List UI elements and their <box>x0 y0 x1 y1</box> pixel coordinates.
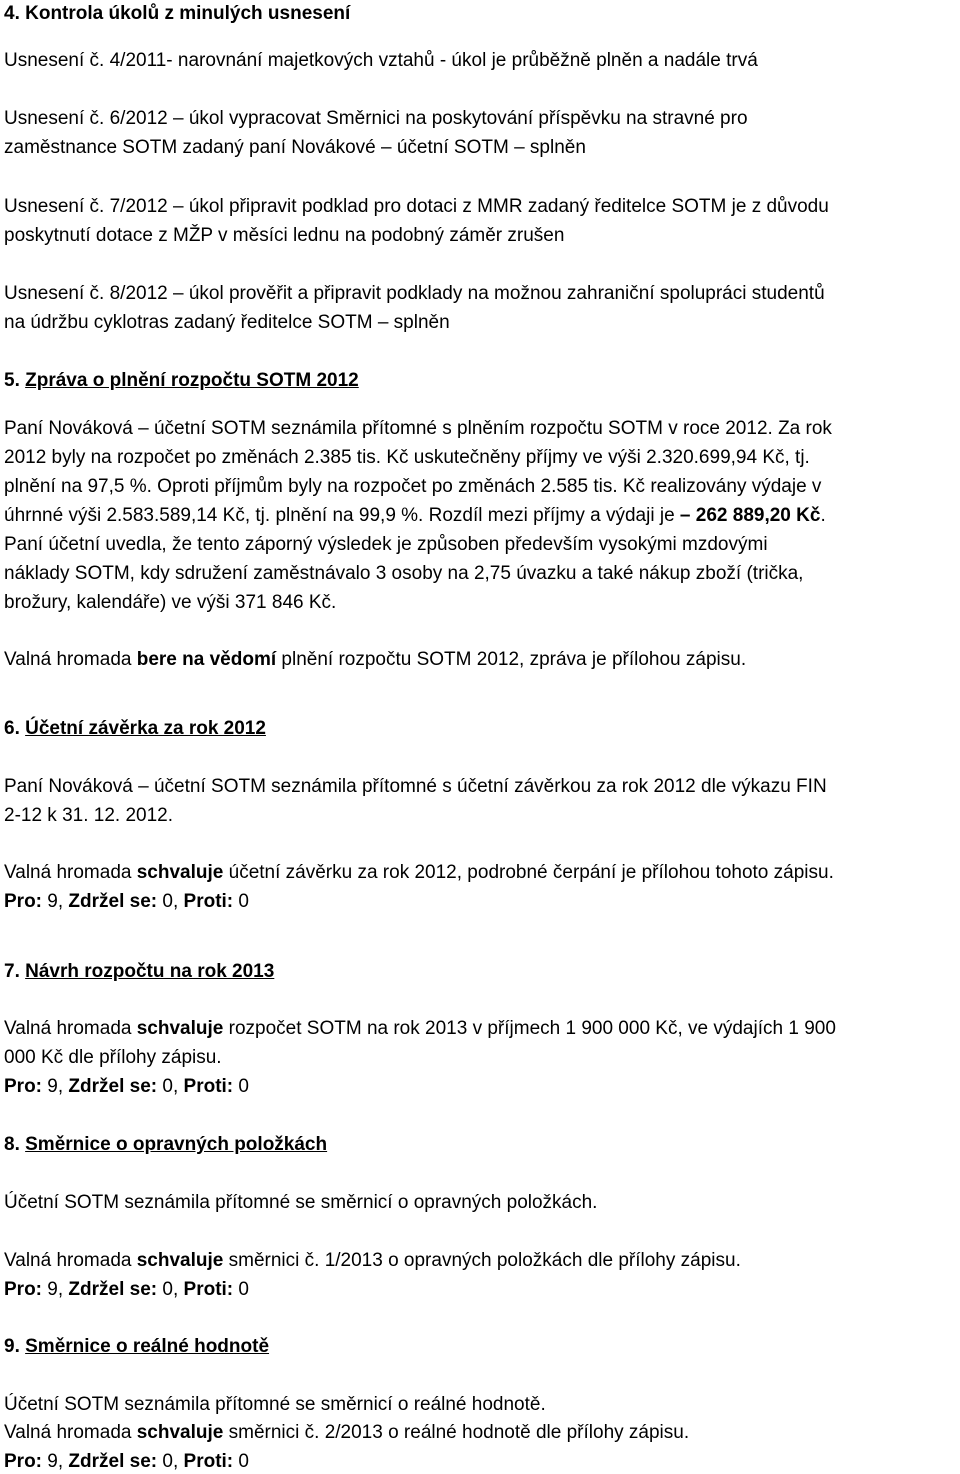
vote-pro-value: 9, <box>42 891 69 912</box>
vote-against-label: Proti: <box>183 1451 234 1472</box>
budget-report-line1: Paní Nováková – účetní SOTM seznámila přítomné s plněním rozpočtu SOTM v roce 2012. Za rok <box>4 418 832 439</box>
vote-abstain-label: Zdržel se: <box>68 1279 158 1300</box>
decision-verb: bere na vědomí <box>136 649 277 670</box>
vote-abstain-value: 0, <box>157 1279 184 1300</box>
vote-abstain-label: Zdržel se: <box>68 1076 158 1097</box>
section-9-number: 9. <box>4 1336 26 1357</box>
section-7-decision-line2: 000 Kč dle přílohy zápisu. <box>4 1047 222 1068</box>
vote-abstain-label: Zdržel se: <box>68 1451 158 1472</box>
vote-abstain-label: Zdržel se: <box>68 891 158 912</box>
decision-verb: schvaluje <box>136 1018 224 1039</box>
budget-difference: – 262 889,20 Kč <box>679 505 821 526</box>
financial-statement-line2: 2-12 k 31. 12. 2012. <box>4 805 174 826</box>
vote-against-value: 0 <box>233 891 249 912</box>
vote-pro-label: Pro: <box>4 1076 42 1097</box>
financial-statement-line1: Paní Nováková – účetní SOTM seznámila přítomné s účetní závěrkou za rok 2012 dle výkazu FIN <box>4 776 827 797</box>
section-7-vote <box>4 1075 249 1099</box>
budget-explanation-line3: brožury, kalendáře) ve výši 371 846 Kč. <box>4 592 337 613</box>
section-7-decision <box>4 1017 836 1041</box>
vote-against-value: 0 <box>233 1076 249 1097</box>
section-9-vote <box>4 1450 249 1474</box>
vote-against-label: Proti: <box>183 1279 234 1300</box>
vote-pro-label: Pro: <box>4 1279 42 1300</box>
decision-prefix: Valná hromada <box>4 1018 137 1039</box>
decision-verb: schvaluje <box>136 862 224 883</box>
section-8-intro: Účetní SOTM seznámila přítomné se směrnicí o opravných položkách. <box>4 1192 598 1213</box>
decision-text: rozpočet SOTM na rok 2013 v příjmech 1 900 000 Kč, ve výdajích 1 900 <box>223 1018 836 1039</box>
decision-prefix: Valná hromada <box>4 1422 137 1443</box>
section-7-heading <box>4 960 274 984</box>
decision-verb: schvaluje <box>136 1250 224 1271</box>
budget-report-line4-text: úhrnné výši 2.583.589,14 Kč, tj. plnění na 99,9 %. Rozdíl mezi příjmy a výdaji je <box>4 505 680 526</box>
vote-pro-value: 9, <box>42 1076 69 1097</box>
resolution-6-2012-line2: zaměstnance SOTM zadaný paní Novákové – účetní SOTM – splněn <box>4 137 586 158</box>
vote-pro-value: 9, <box>42 1279 69 1300</box>
section-5-heading <box>4 369 359 393</box>
vote-against-label: Proti: <box>183 891 234 912</box>
section-8-heading <box>4 1133 327 1157</box>
decision-text: směrnici č. 2/2013 o reálné hodnotě dle přílohy zápisu. <box>223 1422 690 1443</box>
budget-report-line4 <box>4 504 826 528</box>
section-8-vote <box>4 1278 249 1302</box>
budget-report-line3: plnění na 97,5 %. Oproti příjmům byly na rozpočet po změnách 2.585 tis. Kč realizovány výdaje v <box>4 476 822 497</box>
section-6-decision <box>4 861 834 885</box>
decision-prefix: Valná hromada <box>4 862 137 883</box>
section-4-heading: 4. Kontrola úkolů z minulých usnesení <box>4 3 351 24</box>
section-5-decision <box>4 648 746 672</box>
section-9-title: Směrnice o reálné hodnotě <box>25 1336 270 1357</box>
vote-abstain-value: 0, <box>157 891 184 912</box>
decision-text: směrnici č. 1/2013 o opravných položkách dle přílohy zápisu. <box>223 1250 741 1271</box>
section-8-number: 8. <box>4 1134 26 1155</box>
vote-against-label: Proti: <box>183 1076 234 1097</box>
resolution-6-2012-line1: Usnesení č. 6/2012 – úkol vypracovat Směrnici na poskytování příspěvku na stravné pro <box>4 108 748 129</box>
decision-verb: schvaluje <box>136 1422 224 1443</box>
resolution-4-2011: Usnesení č. 4/2011- narovnání majetkových vztahů - úkol je průběžně plněn a nadále trvá <box>4 50 758 71</box>
section-7-number: 7. <box>4 961 26 982</box>
section-5-number: 5. <box>4 370 26 391</box>
section-9-intro: Účetní SOTM seznámila přítomné se směrnicí o reálné hodnotě. <box>4 1394 546 1415</box>
section-6-heading <box>4 717 266 741</box>
vote-against-value: 0 <box>233 1279 249 1300</box>
section-6-title: Účetní závěrka za rok 2012 <box>25 718 266 739</box>
resolution-7-2012-line1: Usnesení č. 7/2012 – úkol připravit podklad pro dotaci z MMR zadaný ředitelce SOTM je z důvodu <box>4 196 829 217</box>
section-8-title: Směrnice o opravných položkách <box>25 1134 328 1155</box>
vote-abstain-value: 0, <box>157 1076 184 1097</box>
budget-report-line4-end: . <box>820 505 826 526</box>
resolution-7-2012-line2: poskytnutí dotace z MŽP v měsíci lednu na podobný záměr zrušen <box>4 225 565 246</box>
budget-report-line2: 2012 byly na rozpočet po změnách 2.385 tis. Kč uskutečněny příjmy ve výši 2.320.699,94 Kč, tj. <box>4 447 810 468</box>
resolution-8-2012-line1: Usnesení č. 8/2012 – úkol prověřit a připravit podklady na možnou zahraniční spolupráci studentů <box>4 283 825 304</box>
section-7-title: Návrh rozpočtu na rok 2013 <box>25 961 275 982</box>
decision-prefix: Valná hromada <box>4 1250 137 1271</box>
section-9-decision <box>4 1421 689 1445</box>
vote-pro-label: Pro: <box>4 1451 42 1472</box>
section-6-number: 6. <box>4 718 26 739</box>
vote-pro-label: Pro: <box>4 891 42 912</box>
decision-prefix: Valná hromada <box>4 649 137 670</box>
vote-against-value: 0 <box>233 1451 249 1472</box>
resolution-8-2012-line2: na údržbu cyklotras zadaný ředitelce SOTM – splněn <box>4 312 450 333</box>
budget-explanation-line2: náklady SOTM, kdy sdružení zaměstnávalo 3 osoby na 2,75 úvazku a také nákup zboží (trička, <box>4 563 804 584</box>
vote-abstain-value: 0, <box>157 1451 184 1472</box>
decision-text: účetní závěrku za rok 2012, podrobné čerpání je přílohou tohoto zápisu. <box>223 862 834 883</box>
section-9-heading <box>4 1335 269 1359</box>
vote-pro-value: 9, <box>42 1451 69 1472</box>
section-8-decision <box>4 1249 741 1273</box>
decision-text: plnění rozpočtu SOTM 2012, zpráva je přílohou zápisu. <box>276 649 747 670</box>
section-5-title: Zpráva o plnění rozpočtu SOTM 2012 <box>25 370 359 391</box>
section-6-vote <box>4 890 249 914</box>
budget-explanation-line1: Paní účetní uvedla, že tento záporný výsledek je způsoben především vysokými mzdovými <box>4 534 768 555</box>
